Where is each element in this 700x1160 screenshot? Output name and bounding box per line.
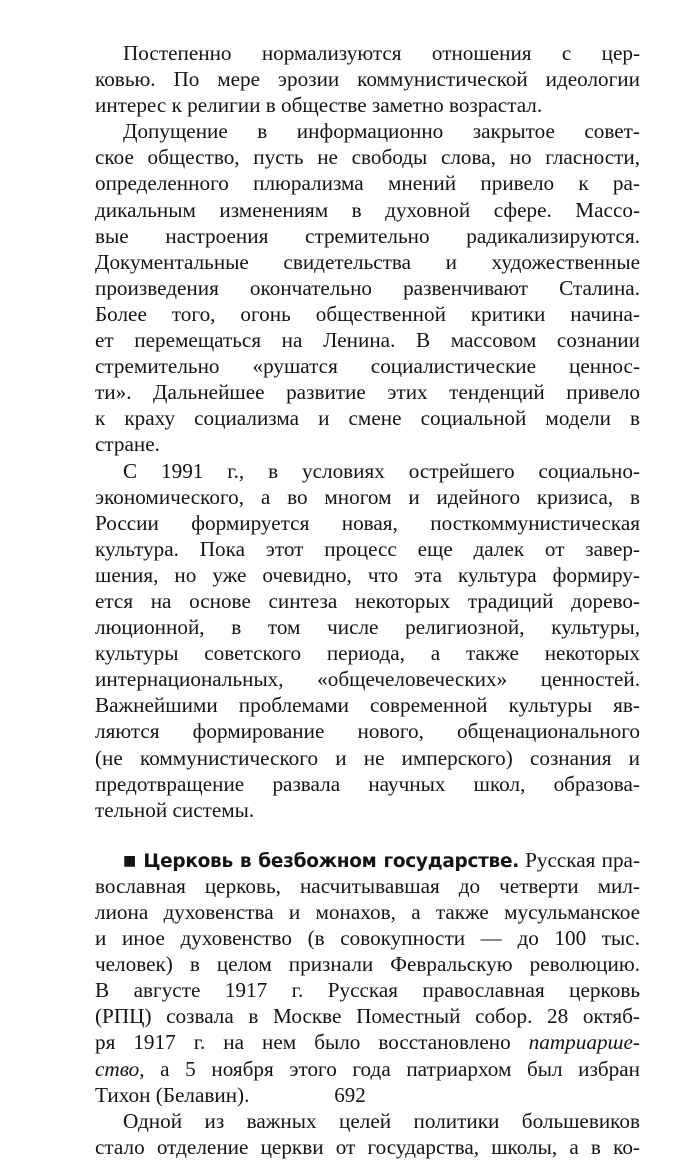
text-line: интернациональных, «общечеловеческих» ценностей.: [95, 667, 640, 692]
text-line: тельной системы.: [95, 797, 255, 822]
paragraph: [95, 458, 640, 823]
section-heading: Церковь в безбожном государстве.: [143, 850, 519, 872]
text-line: ет перемещаться на Ленина. В массовом сознании: [95, 328, 640, 353]
section-church: [95, 847, 640, 1160]
text-line: Постепенно нормализуются отношения с цер-: [123, 41, 640, 65]
text-line: экономического, а во многом и идейного кризиса, в: [95, 484, 640, 509]
text-line: стремительно «рушатся социалистические ценнос-: [95, 354, 640, 379]
text-line: (РПЦ) созвала в Москве Поместный собор. 28 октяб-: [95, 1004, 640, 1029]
text-line: В августе 1917 г. Русская православная церковь: [95, 978, 640, 1003]
text-line: [95, 1029, 640, 1055]
paragraph: [95, 118, 640, 457]
text-run: ря 1917 г. на нем было восстановлено: [95, 1030, 511, 1055]
text-line: Важнейшими проблемами современной культуры яв-: [95, 693, 640, 718]
italic-term: ство,: [95, 1056, 145, 1081]
text-line: дикальным изменениям в духовной сфере. Массо-: [95, 197, 640, 222]
text-line: Документальные свидетельства и художественные: [95, 249, 640, 274]
text-line: человек) в целом признали Февральскую революцию.: [95, 952, 640, 977]
text-line: Тихон (Белавин).: [95, 1082, 250, 1107]
text-line: (не коммунистического и не имперского) сознания и: [95, 745, 640, 770]
text-line: Одной из важных целей политики большевиков: [123, 1108, 640, 1133]
page-body: [95, 40, 640, 1160]
text-line: лиона духовенства и монахов, а также мусульманское: [95, 900, 640, 924]
text-line: Допущение в информационно закрытое совет-: [123, 119, 640, 144]
text-line: и иное духовенство (в совокупности — до 100 тыс.: [95, 926, 640, 951]
text-line: ется на основе синтеза некоторых традиций дорево-: [95, 588, 640, 613]
text-line: предотвращение развала научных школ, образова-: [95, 771, 640, 796]
page-number: 692: [334, 1083, 366, 1107]
text-line: стало отделение церкви от государства, школы, а в ко-: [95, 1134, 640, 1159]
paragraph: [95, 40, 640, 118]
text-line: вославная церковь, насчитывавшая до четверти мил-: [95, 873, 640, 898]
text-line: шения, но уже очевидно, что эта культура формиру-: [95, 562, 640, 587]
text-line: Более того, огонь общественной критики начина-: [95, 301, 640, 326]
text-line: произведения окончательно развенчивают Сталина.: [95, 275, 640, 300]
section-heading-line: [95, 847, 640, 873]
text-line: определенного плюрализма мнений привело к ра-: [95, 171, 640, 196]
text-line: стране.: [95, 432, 160, 457]
text-line: люционной, в том числе религиозной, культуры,: [95, 615, 640, 640]
text-line: культура. Пока этот процесс еще далек от завер-: [95, 536, 640, 561]
text-line: к краху социализма и смене социальной модели в: [95, 406, 640, 431]
section-spacer: [95, 823, 640, 847]
text-run: Русская пра-: [525, 847, 640, 872]
text-line: ти». Дальнейшее развитие этих тенденций привело: [95, 380, 640, 405]
text-line: культуры советского периода, а также некоторых: [95, 641, 640, 666]
text-run: а 5 ноября этого года патриархом был избран: [160, 1056, 640, 1081]
text-line: России формируется новая, посткоммунистическая: [95, 510, 640, 535]
text-line: С 1991 г., в условиях острейшего социально-: [123, 458, 640, 483]
text-line: ское общество, пусть не свободы слова, но гласности,: [95, 145, 640, 170]
text-line: вые настроения стремительно радикализируются.: [95, 223, 640, 248]
bullet-square-icon: ■: [123, 852, 138, 869]
text-line: ляются формирование нового, общенационального: [95, 719, 640, 744]
text-line: интерес к религии в обществе заметно возрастал.: [95, 93, 543, 118]
text-line: [95, 1056, 640, 1082]
text-line: ковью. По мере эрозии коммунистической идеологии: [95, 67, 640, 92]
italic-term: патриарше-: [528, 1030, 640, 1055]
